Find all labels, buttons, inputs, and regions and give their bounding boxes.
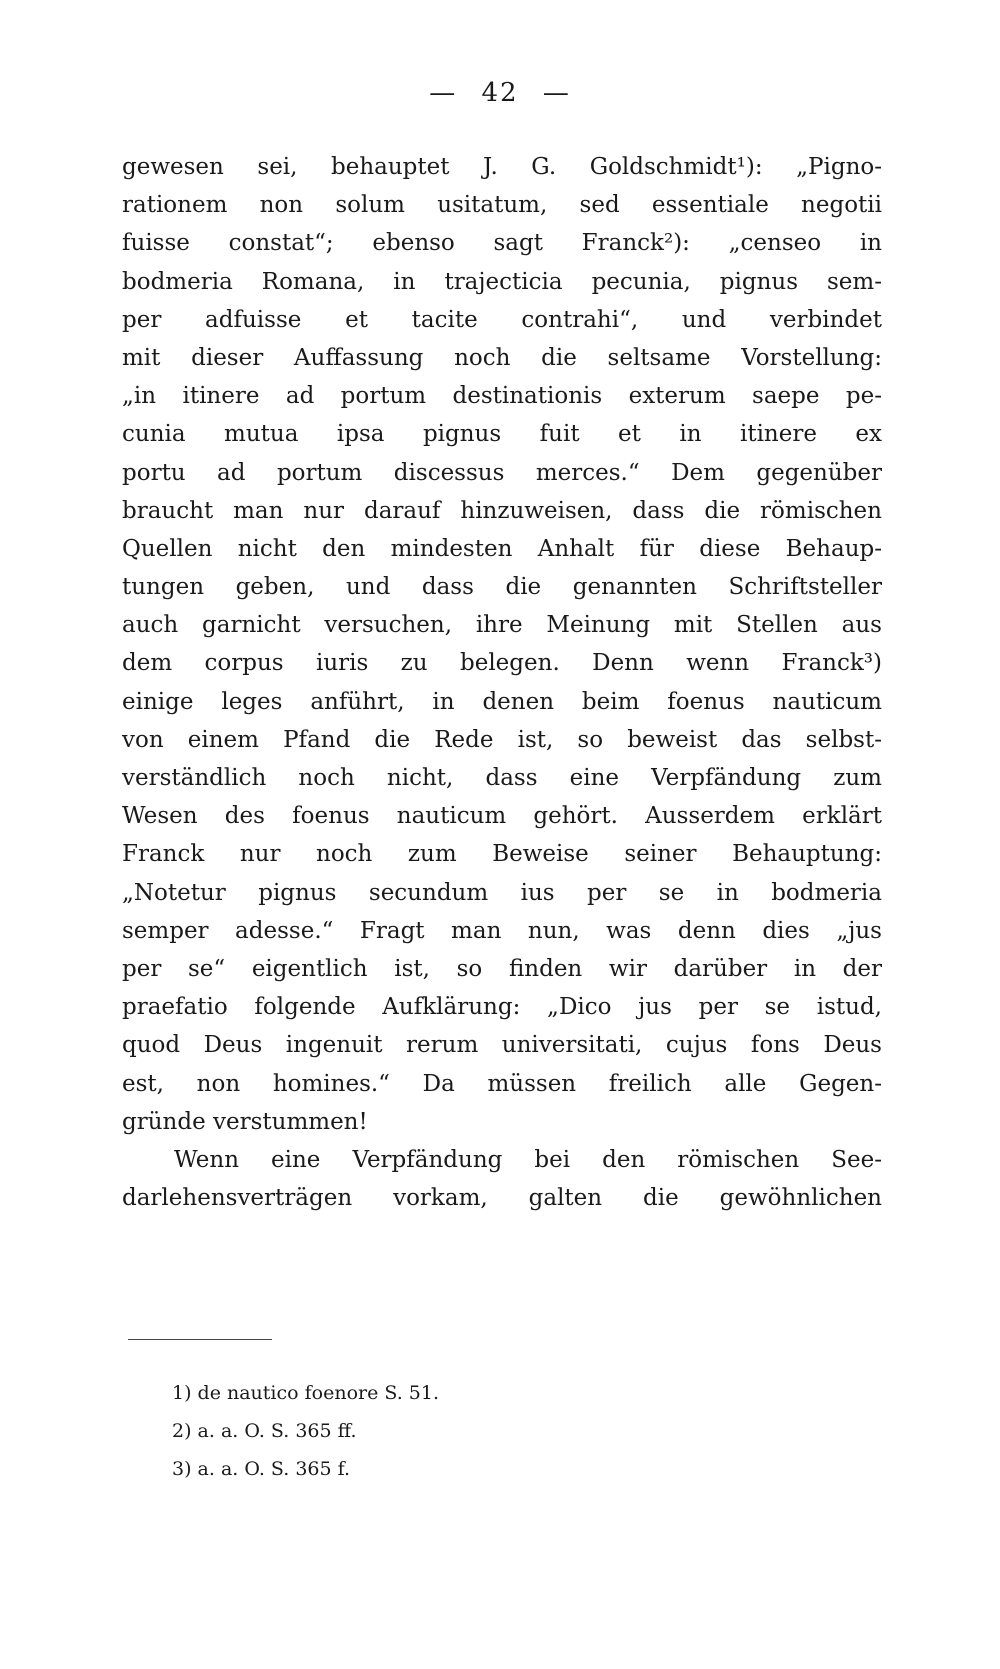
text-line: gewesen sei, behauptet J. G. Goldschmidt¹): „Pigno-: [122, 154, 882, 180]
footnote-1: 1) de nautico foenore S. 51.: [172, 1382, 440, 1404]
footnote-separator: [128, 1339, 272, 1340]
text-line: fuisse constat“; ebenso sagt Franck²): „censeo in: [122, 230, 882, 257]
text-line: tungen geben, und dass die genannten Schriftsteller: [122, 574, 882, 601]
text-line: mit dieser Auffassung noch die seltsame Vorstellung:: [122, 344, 882, 371]
text-line: bodmeria Romana, in trajecticia pecunia, pignus sem-: [122, 268, 882, 295]
page-number-dash-right: —: [542, 78, 571, 108]
text-line: per adfuisse et tacite contrahi“, und verbindet: [122, 306, 882, 333]
paragraph-end-line: gründe verstummen!: [122, 1108, 368, 1135]
text-line: Franck nur noch zum Beweise seiner Behauptung:: [122, 841, 882, 868]
paragraph-start-line: Wenn eine Verpfändung bei den römischen See-: [174, 1146, 882, 1173]
text-line: dem corpus iuris zu belegen. Denn wenn Franck³): [122, 650, 882, 677]
text-line: „in itinere ad portum destinationis exterum saepe pe-: [122, 383, 882, 410]
text-line: von einem Pfand die Rede ist, so beweist das selbst-: [122, 726, 882, 753]
text-line: cunia mutua ipsa pignus fuit et in itinere ex: [122, 421, 882, 448]
text-line: rationem non solum usitatum, sed essentiale negotii: [122, 192, 882, 219]
text-line: auch garnicht versuchen, ihre Meinung mit Stellen aus: [122, 612, 882, 639]
text-line: Wesen des foenus nauticum gehört. Ausserdem erklärt: [122, 803, 882, 830]
text-line: semper adesse.“ Fragt man nun, was denn dies „jus: [122, 917, 882, 944]
text-line: est, non homines.“ Da müssen freilich alle Gegen-: [122, 1070, 882, 1097]
page-number: [0, 78, 1000, 108]
page-number-value: 42: [481, 78, 519, 108]
text-line: portu ad portum discessus merces.“ Dem gegenüber: [122, 459, 882, 486]
page-number-dash-left: —: [429, 78, 458, 108]
text-line: darlehensverträgen vorkam, galten die gewöhnlichen: [122, 1185, 882, 1212]
body-text: [122, 148, 882, 1217]
text-line: quod Deus ingenuit rerum universitati, cujus fons Deus: [122, 1032, 882, 1059]
text-line: „Notetur pignus secundum ius per se in bodmeria: [122, 879, 882, 906]
footnotes: [172, 1374, 672, 1488]
text-line: verständlich noch nicht, dass eine Verpfändung zum: [122, 765, 882, 791]
text-line: einige leges anführt, in denen beim foenus nauticum: [122, 688, 882, 715]
text-line: per se“ eigentlich ist, so finden wir darüber in der: [122, 955, 882, 982]
footnote-3: 3) a. a. O. S. 365 f.: [172, 1458, 351, 1480]
text-line: braucht man nur darauf hinzuweisen, dass die römischen: [122, 497, 882, 524]
text-line: praefatio folgende Aufklärung: „Dico jus per se istud,: [122, 994, 882, 1021]
footnote-2: 2) a. a. O. S. 365 ff.: [172, 1420, 357, 1442]
text-line: Quellen nicht den mindesten Anhalt für diese Behaup-: [122, 535, 882, 562]
